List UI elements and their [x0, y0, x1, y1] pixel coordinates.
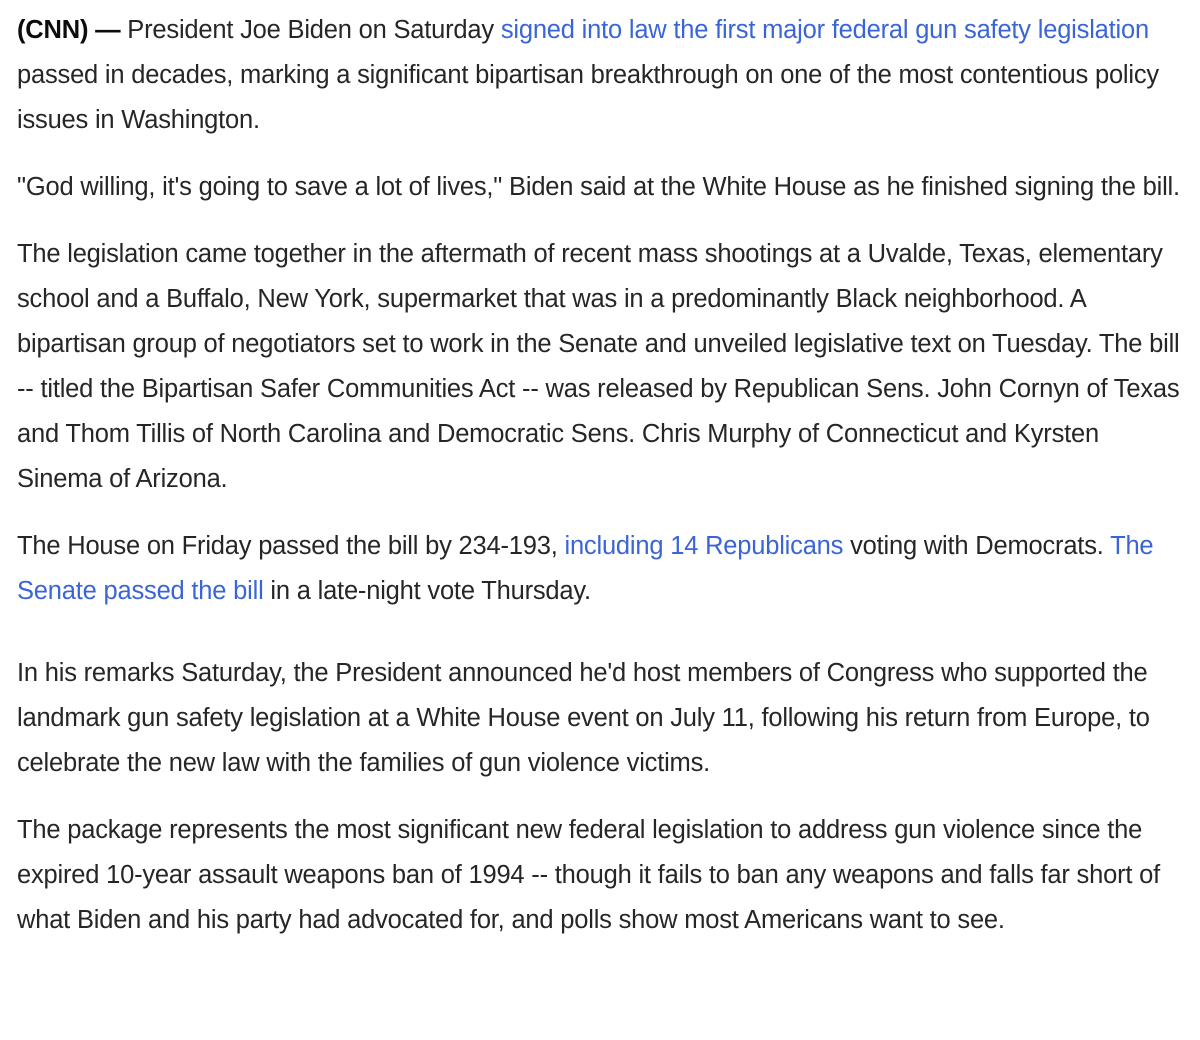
paragraph-4-text-c: in a late-night vote Thursday. — [263, 577, 591, 605]
paragraph-1-text-b: passed in decades, marking a significant bipartisan breakthrough on one of the most contentious policy issues in Washington. — [17, 61, 1159, 134]
paragraph-4-text-a: The House on Friday passed the bill by 234-193, — [17, 532, 565, 560]
link-senate-passed-bill[interactable]: The Senate passed the bill — [17, 532, 1154, 605]
paragraph-1 — [17, 8, 1183, 143]
paragraph-6: The package represents the most significant new federal legislation to address gun violence since the expired 10-year assault weapons ban of 1994 -- though it fails to ban any weapons and falls far short of what Biden and his party had advocated for, and polls show most Americans want to see. — [17, 816, 1160, 934]
dateline: (CNN) — — [17, 16, 121, 44]
paragraph-3: The legislation came together in the aftermath of recent mass shootings at a Uvalde, Texas, elementary school and a Buffalo, New York, supermarket that was in a predominantly Black neighborhood. A bipartisan group of negotiators set to work in the Senate and unveiled legislative text on Tuesday. The bill -- titled the Bipartisan Safer Communities Act -- was released by Republican Sens. John Cornyn of Texas and Thom Tillis of North Carolina and Democratic Sens. Chris Murphy of Connecticut and Kyrsten Sinema of Arizona. — [17, 240, 1180, 493]
link-signed-into-law[interactable]: signed into law the first major federal gun safety legislation — [500, 16, 1149, 44]
paragraph-4 — [17, 524, 1183, 614]
paragraph-2: "God willing, it's going to save a lot of lives," Biden said at the White House as he finished signing the bill. — [17, 173, 1180, 201]
paragraph-1-text-a: President Joe Biden on Saturday — [120, 16, 501, 44]
paragraph-4-text-b: voting with Democrats. — [843, 532, 1111, 560]
link-including-14-republicans[interactable]: including 14 Republicans — [564, 532, 844, 560]
paragraph-5: In his remarks Saturday, the President announced he'd host members of Congress who supported the landmark gun safety legislation at a White House event on July 11, following his return from Europe, to celebrate the new law with the families of gun violence victims. — [17, 659, 1150, 777]
